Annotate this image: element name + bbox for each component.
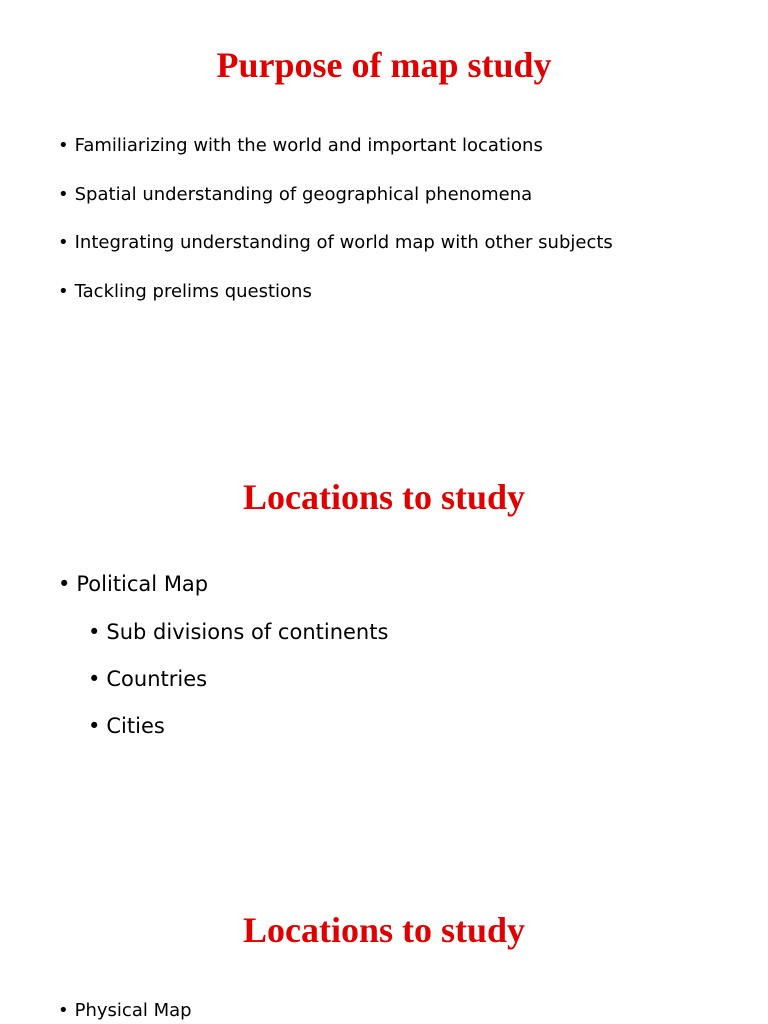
bullet-text: Countries [106,667,208,691]
bullet-text: Familiarizing with the world and important locations [74,135,543,156]
slide-3-bullet [58,999,192,1023]
bullet-icon: • [88,667,101,691]
slide-2-bullet [58,572,208,596]
slide-2-sub-bullet [88,667,207,691]
bullet-icon: • [88,714,101,738]
bullet-text: Spatial understanding of geographical phenomena [74,184,533,205]
slide-1-bullet [58,134,543,158]
bullet-icon: • [58,135,69,156]
bullet-text: Political Map [76,572,209,596]
slide-1-title: Purpose of map study [216,45,552,85]
bullet-icon: • [58,232,69,253]
bullet-text: Sub divisions of continents [106,620,389,644]
bullet-icon: • [58,184,69,205]
slide-1-bullet [58,280,312,304]
slide-2-sub-bullet [88,620,388,644]
slide-1-bullet [58,231,613,255]
bullet-icon: • [58,1000,69,1021]
bullet-text: Physical Map [74,1000,192,1021]
bullet-icon: • [88,620,101,644]
slide-2-title: Locations to study [242,477,526,517]
slide-1-bullet [58,183,532,207]
bullet-text: Cities [106,714,165,738]
bullet-text: Tackling prelims questions [74,281,312,302]
bullet-text: Integrating understanding of world map with other subjects [74,232,613,253]
slide-3-title: Locations to study [242,910,526,950]
bullet-icon: • [58,572,71,596]
bullet-icon: • [58,281,69,302]
slide-2-sub-bullet [88,714,165,738]
